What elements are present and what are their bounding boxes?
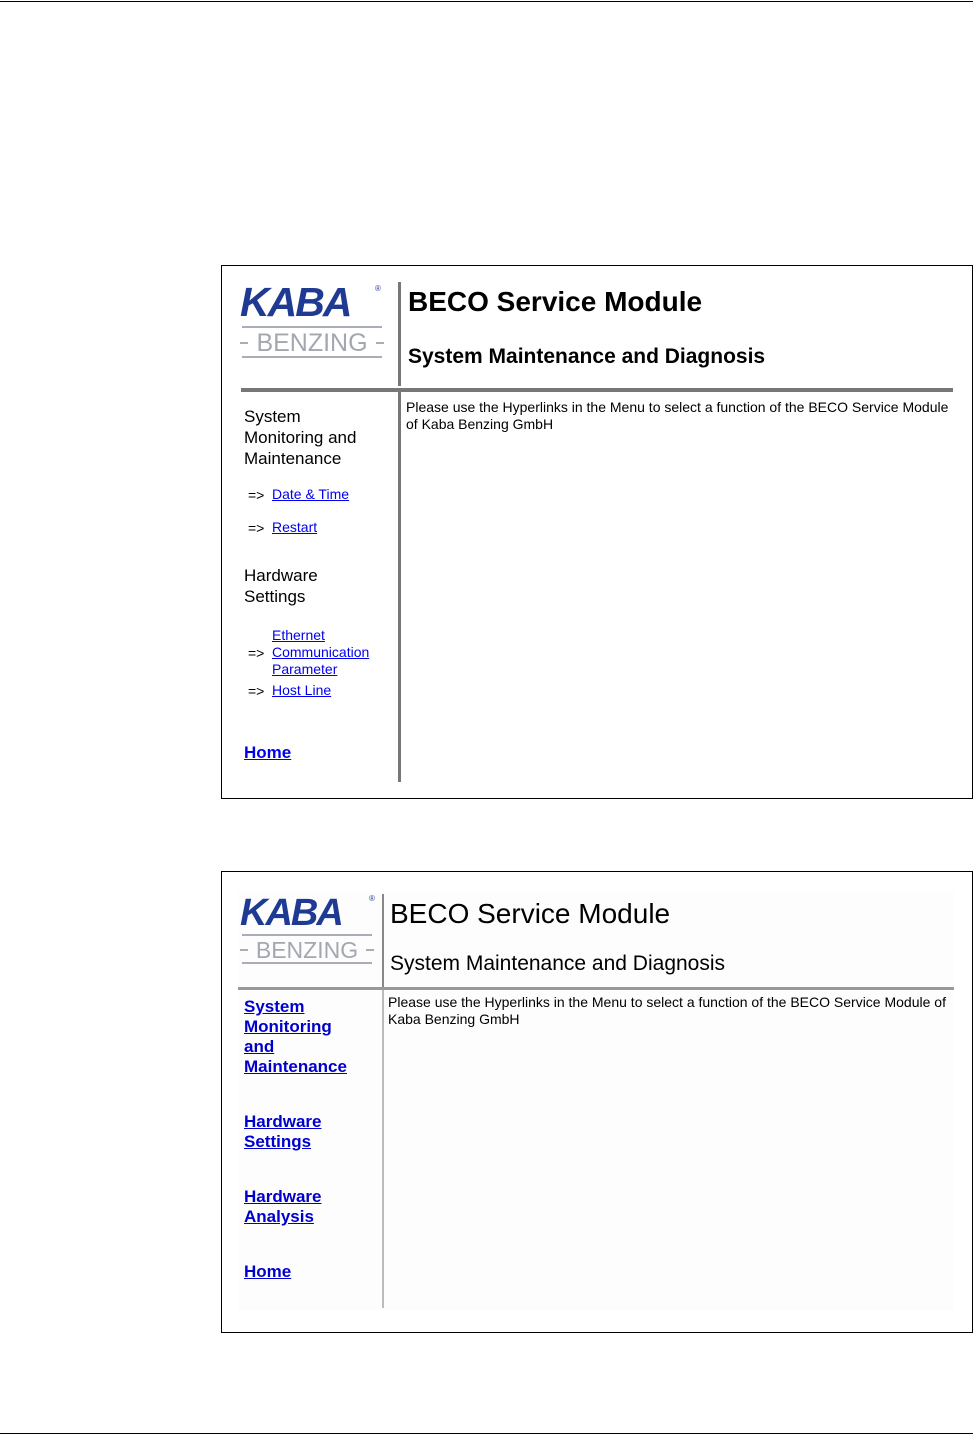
page-subtitle: System Maintenance and Diagnosis: [408, 345, 766, 368]
welcome-message: Please use the Hyperlinks in the Menu to select a function of the BECO Service Module of Kaba Benzing GmbH: [406, 399, 949, 432]
menu-divider: [382, 990, 384, 1308]
home-link[interactable]: Home: [244, 743, 292, 762]
page-title: BECO Service Module: [390, 898, 671, 929]
kaba-logo-text: KABA: [240, 892, 342, 934]
hardware-settings-link[interactable]: Hardware Settings: [244, 1112, 322, 1151]
menu-heading-hardware-settings: Hardware Settings: [244, 566, 318, 606]
screenshot-2-frame: [221, 871, 973, 1333]
benzing-logo-text: BENZING: [242, 326, 382, 358]
date-time-link[interactable]: Date & Time: [272, 486, 350, 502]
welcome-message: Please use the Hyperlinks in the Menu to select a function of the BECO Service Module of Kaba Benzing GmbH: [388, 994, 946, 1027]
menu-arrow: =>: [248, 520, 265, 536]
ethernet-communication-parameter-link[interactable]: Ethernet Communication Parameter: [272, 627, 370, 677]
menu-arrow: =>: [248, 683, 265, 699]
page-bottom-rule: [0, 1433, 973, 1434]
system-monitoring-maintenance-link[interactable]: System Monitoring and Maintenance: [244, 997, 347, 1076]
hardware-analysis-link[interactable]: Hardware Analysis: [244, 1187, 322, 1226]
header-rule: [238, 987, 954, 990]
page-title: BECO Service Module: [408, 286, 703, 317]
kaba-benzing-logo: KABA ® BENZING: [240, 892, 375, 963]
restart-link[interactable]: Restart: [272, 519, 318, 535]
menu-arrow: =>: [248, 487, 265, 503]
host-line-link[interactable]: Host Line: [272, 682, 332, 698]
home-link[interactable]: Home: [244, 1262, 292, 1281]
screenshot-1-frame: [221, 265, 973, 799]
header-divider: [382, 894, 384, 990]
header-rule: [241, 388, 953, 392]
benzing-logo-text: BENZING: [242, 934, 372, 964]
header-divider: [398, 282, 401, 386]
menu-arrow: =>: [248, 645, 265, 661]
page-top-rule: [0, 1, 973, 2]
menu-divider: [398, 392, 401, 782]
kaba-logo-text: KABA: [240, 279, 351, 325]
page-subtitle: System Maintenance and Diagnosis: [390, 952, 726, 975]
kaba-benzing-logo: KABA ® BENZING: [240, 282, 386, 362]
menu-heading-system-monitoring: System Monitoring and Maintenance: [244, 407, 357, 468]
